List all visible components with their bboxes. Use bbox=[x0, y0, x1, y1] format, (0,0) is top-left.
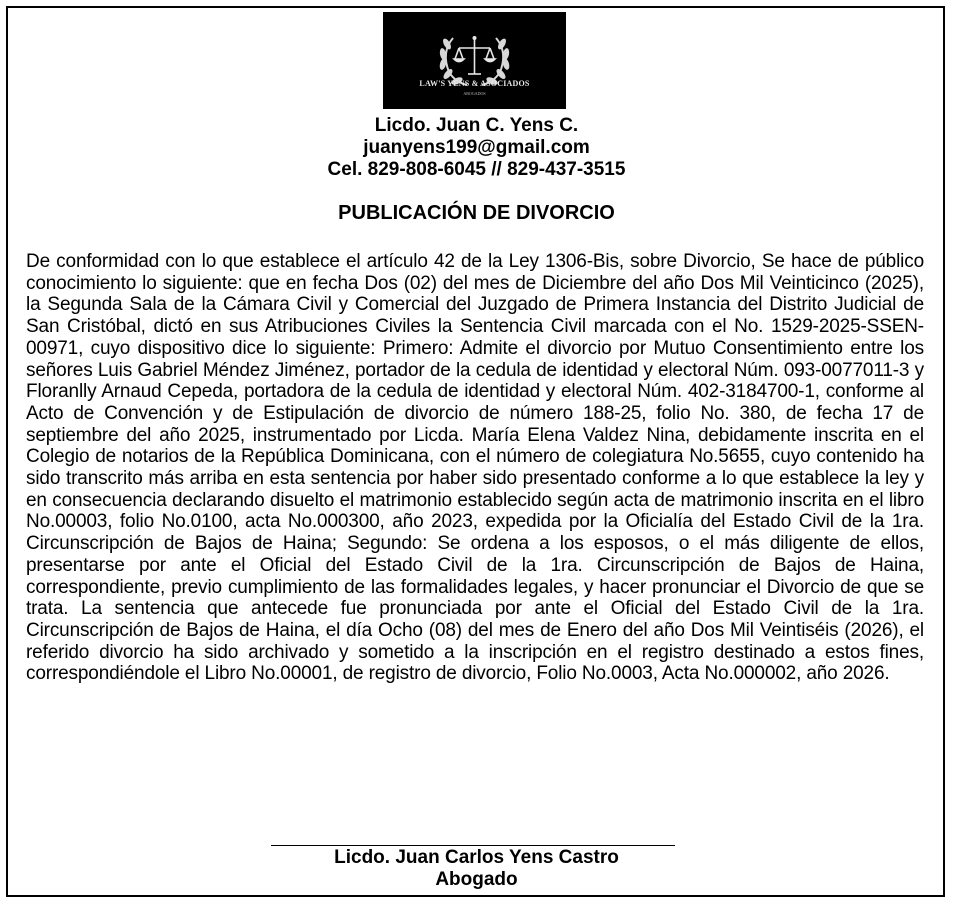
header-phone: Cel. 829-808-6045 // 829-437-3515 bbox=[327, 159, 626, 180]
firm-subtitle: ABOGADOS bbox=[463, 91, 486, 96]
header-name: Licdo. Juan C. Yens C. bbox=[374, 115, 579, 136]
header-email: juanyens199@gmail.com bbox=[363, 137, 590, 158]
signature-line bbox=[271, 845, 675, 846]
notice-title: PUBLICACIÓN DE DIVORCIO bbox=[338, 202, 615, 224]
signature-name: Licdo. Juan Carlos Yens Castro bbox=[334, 847, 619, 868]
firm-logo bbox=[383, 12, 566, 109]
signature-role: Abogado bbox=[435, 869, 518, 890]
firm-name: LAW'S YENS & ASOCIADOS bbox=[419, 79, 530, 88]
notice-body: De conformidad con lo que establece el artículo 42 de la Ley 1306-Bis, sobre Divorcio, Se hace de público conocimiento lo siguiente: que en fecha Dos (02) del mes de Diciembre del año Dos Mil Veinticinco (2025), la Segunda Sala de la Cámara Civil y Comercial del Juzgado de Primera Instancia del Distrito Judicial de San Cristóbal, dictó en sus Atribuciones Civiles la Sentencia Civil marcada con el No. 1529-2025-SSEN-00971, cuyo dispositivo dice lo siguiente: Primero: Admite el divorcio por Mutuo Consentimiento entre los señores Luis Gabriel Méndez Jiménez, portador de la cedula de identidad y electoral Núm. 093-0077011-3 y Floranlly Arnaud Cepeda, portadora de la cedula de identidad y electoral Núm. 402-3184700-1, conforme al Acto de Convención y de Estipulación de divorcio de número 188-25, folio No. 380, de fecha 17 de septiembre del año 2025, instrumentado por Licda. María Elena Valdez Nina, debidamente inscrita en el Colegio de notarios de la República Dominicana, con el número de colegiatura No.5655, cuyo contenido ha sido transcrito más arriba en esta sentencia por haber sido presentado conforme a lo que establece la ley y en consecuencia declarando disuelto el matrimonio establecido según acta de matrimonio inscrita en el libro No.00003, folio No.0100, acta No.000300, año 2023, expedida por la Oficialía del Estado Civil de la 1ra. Circunscripción de Bajos de Haina; Segundo: Se ordena a los esposos, o el más diligente de ellos, presentarse por ante el Oficial del Estado Civil de la 1ra. Circunscripción de Bajos de Haina, correspondiente, previo cumplimiento de las formalidades legales, y hacer pronunciar el Divorcio de que se trata. La sentencia que antecede fue pronunciada por ante el Oficial del Estado Civil de la 1ra. Circunscripción de Bajos de Haina, el día Ocho (08) del mes de Enero del año Dos Mil Veintiséis (2026), el referido divorcio ha sido archivado y sometido a la inscripción en el registro destinado a estos fines, correspondiéndole el Libro No.00001, de registro de divorcio, Folio No.0003, Acta No.000002, año 2026. bbox=[26, 251, 924, 685]
